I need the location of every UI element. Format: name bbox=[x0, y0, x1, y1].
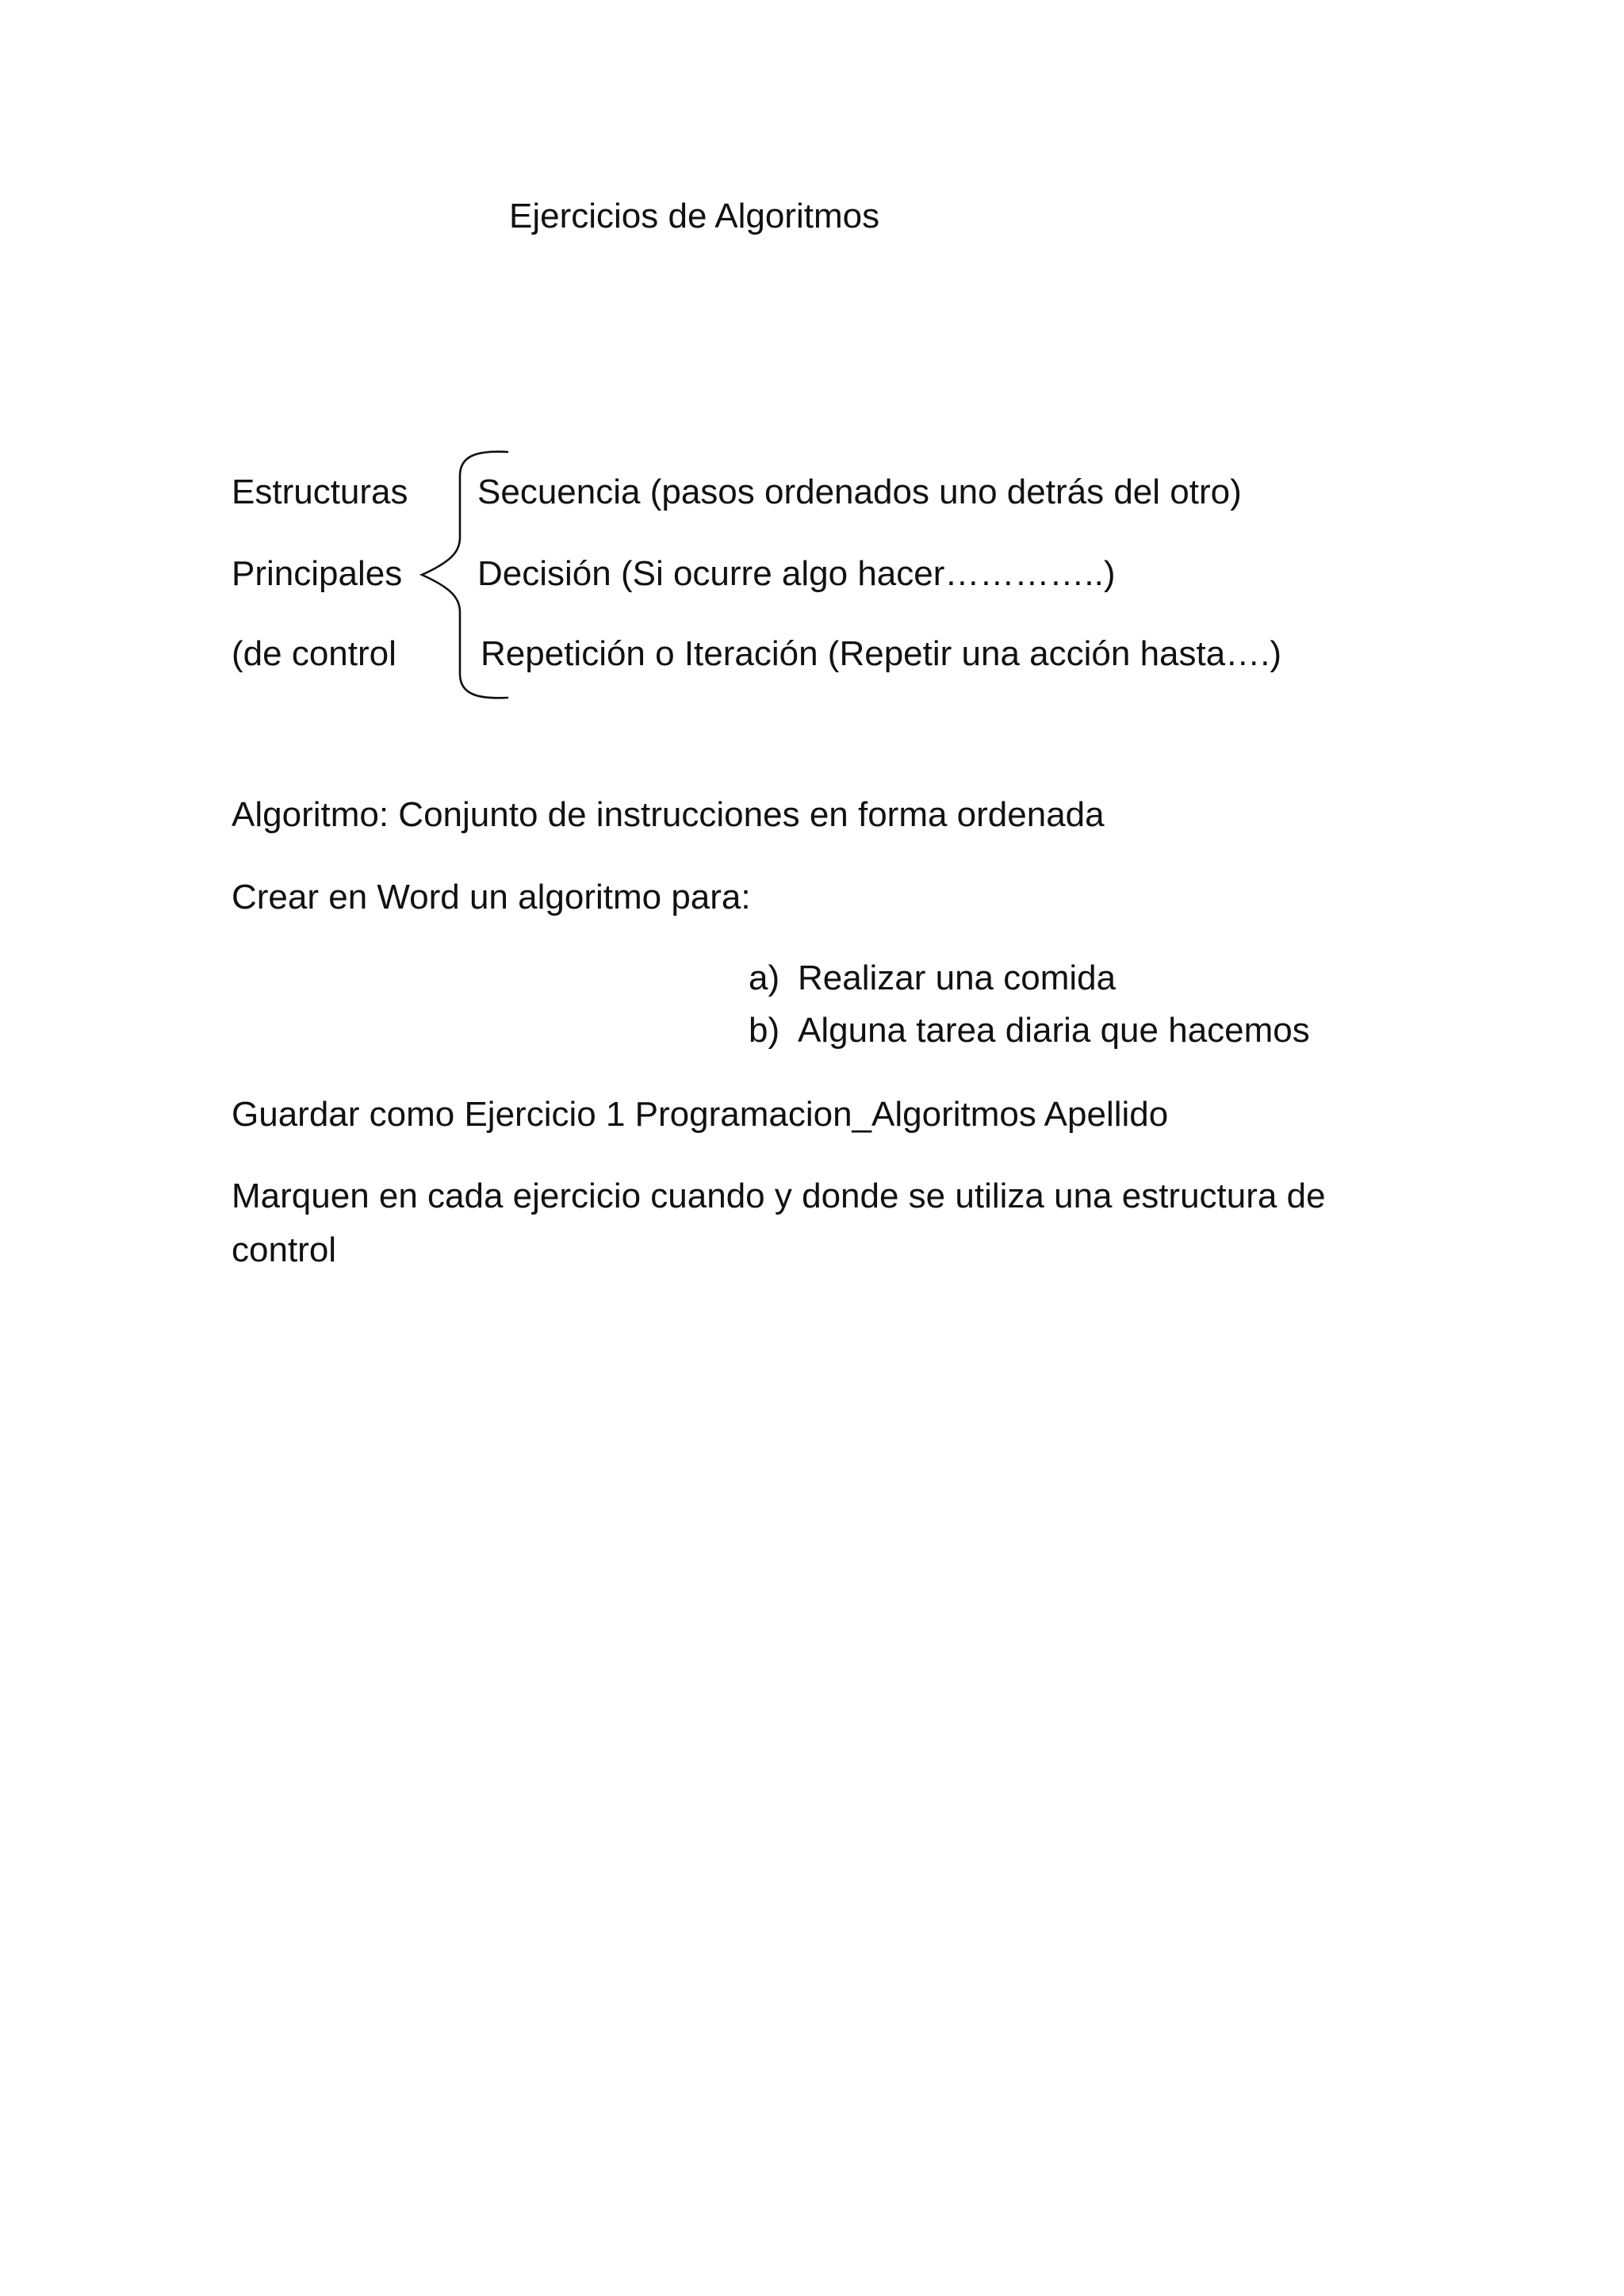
structures-label-line-1: Estructuras bbox=[232, 473, 408, 511]
instruction-text: Crear en Word un algoritmo para: bbox=[232, 878, 751, 916]
structure-item-sequence: Secuencia (pasos ordenados uno detrás del otro) bbox=[477, 473, 1242, 511]
task-a-text: Realizar una comida bbox=[798, 959, 1116, 997]
save-instruction: Guardar como Ejercicio 1 Programacion_Algoritmos Apellido bbox=[232, 1095, 1169, 1134]
task-b-text: Alguna tarea diaria que hacemos bbox=[798, 1011, 1310, 1050]
task-a-marker: a) bbox=[749, 959, 780, 997]
document-title: Ejercicios de Algoritmos bbox=[509, 197, 880, 235]
mark-instruction-line-1: Marquen en cada ejercicio cuando y donde se utiliza una estructura de bbox=[232, 1177, 1326, 1215]
structures-label-line-3: (de control bbox=[232, 634, 396, 673]
structure-item-decision: Decisión (Si ocurre algo hacer…………..) bbox=[477, 554, 1116, 593]
structures-label-line-2: Principales bbox=[232, 554, 403, 593]
algorithm-definition: Algoritmo: Conjunto de instrucciones en forma ordenada bbox=[232, 795, 1105, 834]
task-b-marker: b) bbox=[749, 1011, 780, 1050]
mark-instruction-line-2: control bbox=[232, 1230, 337, 1269]
structure-item-repetition: Repetición o Iteración (Repetir una acción hasta….) bbox=[481, 634, 1282, 673]
